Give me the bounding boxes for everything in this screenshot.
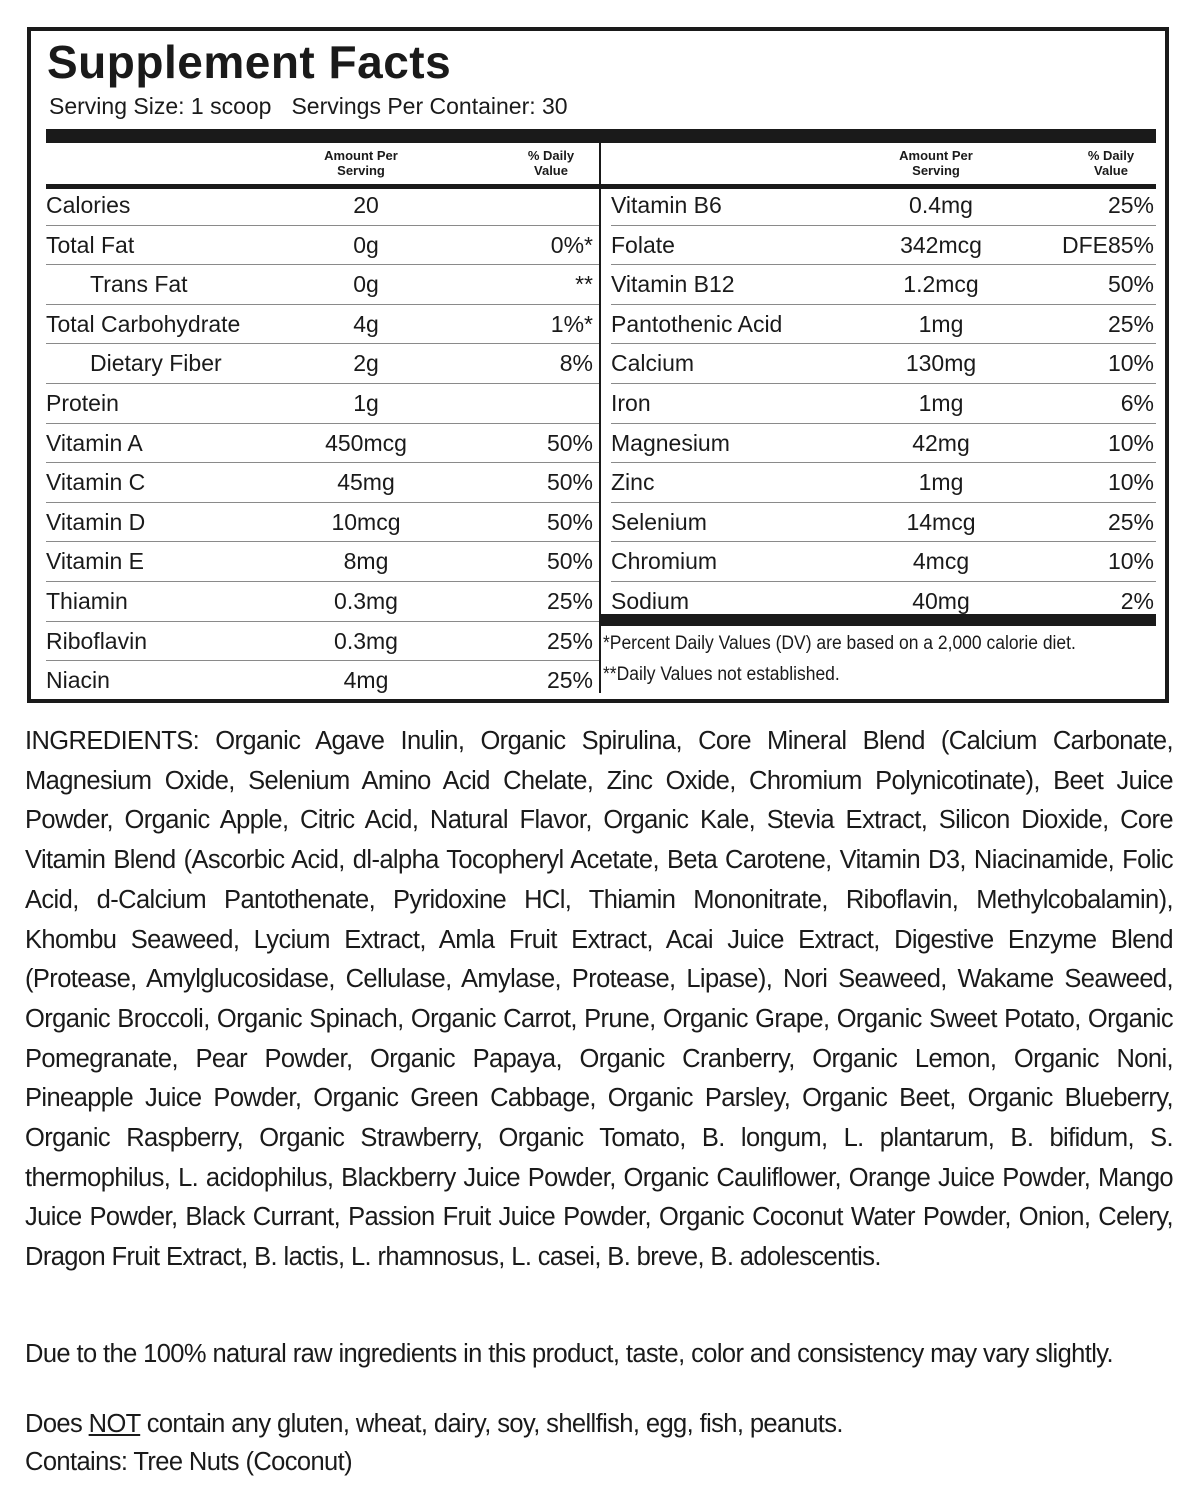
nutrient-amount: 10mcg [331, 508, 401, 535]
nutrient-row [611, 186, 1156, 226]
nutrient-amount: 1mg [918, 390, 964, 416]
nutrient-daily-value: 0%* [550, 231, 593, 258]
nutrient-row [46, 661, 599, 701]
nutrient-name: Chromium [611, 548, 718, 575]
left-amount-header: Amount Per Serving [324, 148, 398, 178]
left-dv-header: % Daily Value [527, 148, 575, 178]
nutrient-row [46, 424, 599, 464]
nutrient-name: Vitamin C [46, 469, 146, 496]
nutrient-daily-value: 25% [1107, 192, 1154, 218]
nutrient-row [46, 542, 599, 582]
nutrient-amount: 14mcg [906, 508, 976, 535]
nutrient-daily-value: 50% [546, 548, 593, 575]
nutrient-amount: 8mg [343, 548, 389, 575]
nutrient-daily-value: ** [575, 271, 593, 298]
ingredients-text: INGREDIENTS: Organic Agave Inulin, Organic Spirulina, Core Mineral Blend (Calcium Carbonate, Magnesium Oxide, Selenium Amino Acid Chelate, Zinc Oxide, Chromium Polynicotinate), Beet Juice Powder, Organic Apple, Citric Acid, Natural Flavor, Organic Kale, Stevia Extract, Silicon Dioxide, Core Vitamin Blend (Ascorbic Acid, dl-alpha Tocopheryl Acetate, Beta Carotene, Vitamin D3, Niacinamide, Folic Acid, d-Calcium Pantothenate, Pyridoxine HCl, Thiamin Mononitrate, Riboflavin, Methylcobalamin), Khombu Seaweed, Lycium Extract, Amla Fruit Extract, Acai Juice Extract, Digestive Enzyme Blend (Protease, Amylglucosidase, Cellulase, Amylase, Protease, Lipase), Nori Seaweed, Wakame Seaweed, Organic Broccoli, Organic Spinach, Organic Carrot, Prune, Organic Grape, Organic Sweet Potato, Organic Pomegranate, Pear Powder, Organic Papaya, Organic Cranberry, Organic Lemon, Organic Noni, Pineapple Juice Powder, Organic Green Cabbage, Organic Parsley, Organic Beet, Organic Blueberry, Organic Raspberry, Organic Strawberry, Organic Tomato, B. longum, L. plantarum, B. bifidum, S. thermophilus, L. acidophilus, Blackberry Juice Powder, Organic Cauliflower, Orange Juice Powder, Mango Juice Powder, Black Currant, Passion Fruit Juice Powder, Organic Coconut Water Powder, Onion, Celery, Dragon Fruit Extract, B. lactis, L. rhamnosus, L. casei, B. breve, B. adolescentis. [25, 727, 1173, 1272]
servings-per-container: Servings Per Container: 30 [291, 93, 568, 119]
panel-title: Supplement Facts [47, 36, 452, 88]
nutrient-amount: 0.4mg [909, 192, 973, 218]
nutrient-row [46, 265, 599, 305]
nutrient-daily-value: 10% [1107, 429, 1154, 456]
nutrient-row [611, 344, 1156, 384]
footnote-dv: *Percent Daily Values (DV) are based on a 2,000 calorie diet. [603, 633, 1076, 654]
nutrient-daily-value: DFE85% [1061, 231, 1154, 258]
nutrient-amount: 342mcg [900, 231, 982, 258]
nutrient-name: Pantothenic Acid [611, 310, 783, 337]
nutrient-daily-value: 25% [1107, 508, 1154, 535]
nutrient-name: Sodium [611, 588, 689, 614]
nutrient-daily-value: 50% [1107, 271, 1154, 298]
bottom-thick-rule [601, 614, 1156, 626]
nutrient-amount: 1.2mcg [903, 271, 979, 298]
serving-size: Serving Size: 1 scoop [49, 93, 272, 119]
nutrient-name: Protein [46, 390, 119, 416]
natural-note: Due to the 100% natural raw ingredients in this product, taste, color and consistency may vary slightly. [25, 1340, 1114, 1368]
nutrient-daily-value: 25% [546, 667, 593, 694]
supplement-facts-panel [27, 27, 1169, 703]
nutrient-amount: 450mcg [325, 429, 407, 456]
nutrient-daily-value: 10% [1107, 548, 1154, 575]
nutrient-row [46, 384, 599, 424]
nutrient-row [611, 384, 1156, 424]
nutrient-amount: 1mg [918, 469, 964, 496]
nutrient-name: Niacin [46, 667, 110, 694]
top-thick-rule [46, 129, 1156, 143]
nutrient-amount: 42mg [912, 429, 970, 456]
nutrient-name: Dietary Fiber [90, 350, 222, 377]
nutrient-name: Iron [611, 390, 651, 416]
nutrient-row [611, 226, 1156, 266]
nutrient-daily-value: 10% [1107, 350, 1154, 377]
nutrient-amount: 0g [353, 231, 379, 258]
nutrient-name: Total Fat [46, 231, 135, 258]
nutrient-daily-value: 2% [1120, 588, 1154, 614]
nutrient-row [611, 503, 1156, 543]
nutrient-amount: 20 [353, 192, 379, 218]
contains-statement: Contains: Tree Nuts (Coconut) [25, 1448, 352, 1476]
nutrient-row [46, 503, 599, 543]
nutrient-amount: 40mg [912, 588, 970, 614]
nutrient-name: Calcium [611, 350, 695, 377]
nutrient-name: Vitamin B12 [611, 271, 735, 298]
right-dv-header: % Daily Value [1087, 148, 1135, 178]
nutrient-row [46, 226, 599, 266]
column-divider [599, 143, 601, 693]
nutrient-row [611, 305, 1156, 345]
nutrient-name: Thiamin [46, 588, 128, 614]
nutrient-row [46, 305, 599, 345]
nutrient-name: Vitamin E [46, 548, 145, 575]
nutrient-amount: 0.3mg [334, 627, 398, 654]
nutrient-name: Calories [46, 192, 131, 218]
nutrient-row [46, 186, 599, 226]
nutrient-amount: 45mg [337, 469, 395, 496]
nutrient-name: Selenium [611, 508, 707, 535]
nutrient-daily-value: 25% [1107, 310, 1154, 337]
allergen-statement: Does NOT contain any gluten, wheat, dairy, soy, shellfish, egg, fish, peanuts. [25, 1410, 843, 1438]
serving-info [49, 93, 588, 120]
nutrient-name: Trans Fat [90, 271, 188, 298]
nutrient-amount: 4g [353, 310, 379, 337]
nutrient-amount: 1mg [918, 310, 964, 337]
nutrient-amount: 0.3mg [334, 588, 398, 614]
nutrient-amount: 1g [353, 390, 379, 416]
nutrient-amount: 130mg [905, 350, 977, 377]
nutrient-daily-value: 50% [546, 508, 593, 535]
nutrient-daily-value: 50% [546, 429, 593, 456]
nutrient-name: Vitamin D [46, 508, 146, 535]
nutrient-daily-value: 1%* [550, 310, 593, 337]
nutrient-daily-value: 8% [559, 350, 593, 377]
nutrient-row [46, 344, 599, 384]
nutrient-daily-value: 25% [546, 627, 593, 654]
nutrient-name: Zinc [611, 469, 655, 496]
nutrient-daily-value: 10% [1107, 469, 1154, 496]
nutrient-daily-value: 50% [546, 469, 593, 496]
nutrient-amount: 4mcg [912, 548, 970, 575]
nutrient-name: Vitamin B6 [611, 192, 722, 218]
footnote-not-established: **Daily Values not established. [603, 664, 840, 685]
nutrient-row [611, 542, 1156, 582]
nutrient-daily-value: 6% [1120, 390, 1154, 416]
nutrient-row [46, 582, 599, 622]
nutrient-row [46, 622, 599, 662]
nutrient-name: Magnesium [611, 429, 730, 456]
nutrient-amount: 0g [353, 271, 379, 298]
nutrient-row [611, 265, 1156, 305]
nutrient-name: Total Carbohydrate [46, 310, 241, 337]
nutrient-daily-value: 25% [546, 588, 593, 614]
nutrient-amount: 2g [353, 350, 379, 377]
nutrient-name: Vitamin A [46, 429, 143, 456]
nutrient-amount: 4mg [343, 667, 389, 694]
right-amount-header: Amount Per Serving [899, 148, 973, 178]
nutrient-row [611, 424, 1156, 464]
nutrient-name: Folate [611, 231, 675, 258]
nutrient-row [611, 463, 1156, 503]
nutrient-row [46, 463, 599, 503]
nutrient-name: Riboflavin [46, 627, 147, 654]
